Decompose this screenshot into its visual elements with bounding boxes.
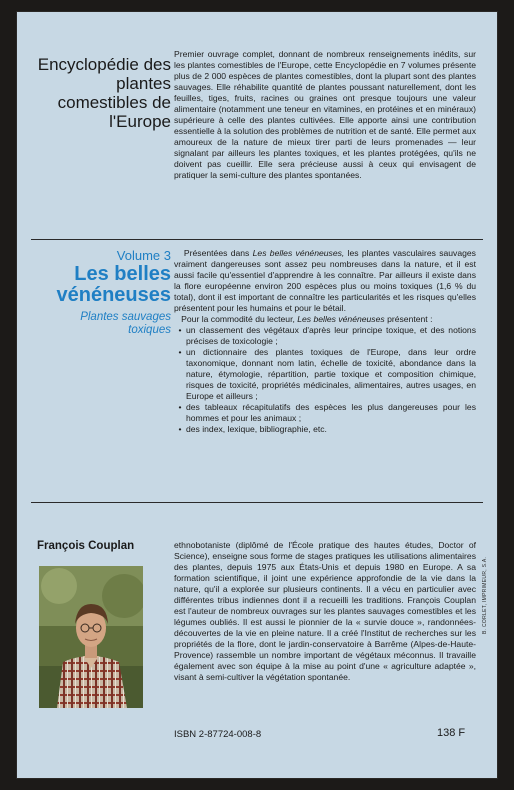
divider-bottom xyxy=(31,502,483,503)
para1-italic-title: Les belles vénéneuses, xyxy=(252,248,345,258)
para1-start: Présentées dans xyxy=(183,248,253,258)
para2-end: présentent : xyxy=(384,314,433,324)
author-bio: ethnobotaniste (diplômé de l'École pratique des hautes études, Doctor of Science), enseigne sous forme de stages pratiques les utilisations alimentaires des plantes, depuis 1975 aux États-Unis et depuis 1980 en Europe. A sa formation scientifique, il joint une expérience approfondie de la vie dans la nature, qu'il a explorée sur plusieurs continents. Il a vécu en particulier avec différentes tribus indiennes dont il a recueilli les traditions. François Couplan est l'auteur de nombreux ouvrages sur les plantes sauvages comestibles et les légumes oubliés. Il est aussi le pionnier de la « survie douce », randonnées-découvertes de la vie en pleine nature. Il a créé l'Institut de recherches sur les propriétés de la flore, dont le jardin-conservatoire à Barrême (Alpes-de-Haute-Provence) rassemble un nombre important de végétaux méconnus. Il travaille également avec son équipe à la mise au point d'une « agriculture adaptée », visant à semi-cultiver la végétation spontanée. xyxy=(174,540,476,682)
list-item: • des tableaux récapitulatifs des espèces les plus dangereuses pour les hommes et pour les animaux ; xyxy=(174,402,476,424)
isbn: ISBN 2-87724-008-8 xyxy=(174,729,262,740)
printer-credit: B. CORLET, IMPRIMEUR, S.A. xyxy=(482,556,488,634)
volume-description xyxy=(174,248,476,435)
bullet-icon: • xyxy=(178,325,182,335)
price: 138 F xyxy=(437,727,466,739)
list-item: • un classement des végétaux d'après leur principe toxique, et des notions précises de toxicologie ; xyxy=(174,325,476,347)
bullet-icon: • xyxy=(178,424,182,434)
volume-paragraph-1 xyxy=(174,248,476,314)
para1-end: les plantes vasculaires sauvages vraiment dangereuses sont assez peu nombreuses dans la nature, et il est aussi facile qu'essentiel d'apprendre à les connaître. Par ailleurs il existe dans la flore européenne environ 200 espèces plus ou moins toxiques (1,6 % du total), dont il est important de connaître les particularités et les risques qu'elles présentent pour les humains et pour le bétail. xyxy=(174,248,476,313)
list-item: • un dictionnaire des plantes toxiques de l'Europe, dans leur ordre taxonomique, donnant nom latin, échelle de toxicité, abondance dans la nature, étymologie, répartition, partie toxique et composition chimique, risques de toxicité, propriétés médicinales, alimentaires, autres usages, en Europe et ailleurs ; xyxy=(174,347,476,402)
author-name: François Couplan xyxy=(37,540,135,552)
volume-subtitle: Plantes sauvages toxiques xyxy=(80,311,171,336)
divider-top xyxy=(31,239,483,240)
bullet-icon: • xyxy=(178,402,182,412)
para2-italic-title: Les belles vénéneuses xyxy=(297,314,385,324)
bullet-icon: • xyxy=(178,347,182,357)
list-item: • des index, lexique, bibliographie, etc. xyxy=(174,424,476,435)
volume-number: Volume 3 xyxy=(116,248,171,263)
intro-paragraph: Premier ouvrage complet, donnant de nombreux renseignements inédits, sur les plantes comestibles de l'Europe, cette Encyclopédie en 7 volumes présente plus de 2 000 espèces de plantes comestibles, dont la plupart sont des plantes sauvages. Elle réhabilite quantité de plantes poussant naturellement, dont les feuilles, tiges, fruits, racines ou graines ont presque toujours une valeur alimentaire (notamment une teneur en vitamines, en protéines et en minéraux) supérieure à celle des plantes cultivées. Elle apporte ainsi une contribution essentielle à la solution des problèmes de nutrition et de santé. Elle permet aux amoureux de la nature de mieux tirer parti de leurs promenades — leur signalant par ailleurs les plantes toxiques, et les plantes protégées, qu'ils ne doivent pas cueillir. Elle sera précieuse aussi à ceux qui envisagent de pratiquer la semi-culture des plantes spontanées. xyxy=(174,49,476,180)
volume-paragraph-2 xyxy=(174,314,476,325)
para2-start: Pour la commodité du lecteur, xyxy=(181,314,298,324)
volume-title: Les belles vénéneuses xyxy=(56,263,171,306)
author-photo xyxy=(39,566,143,708)
series-title: Encyclopédie des plantes comestibles de l'Europe xyxy=(37,55,171,131)
back-cover xyxy=(17,12,497,778)
